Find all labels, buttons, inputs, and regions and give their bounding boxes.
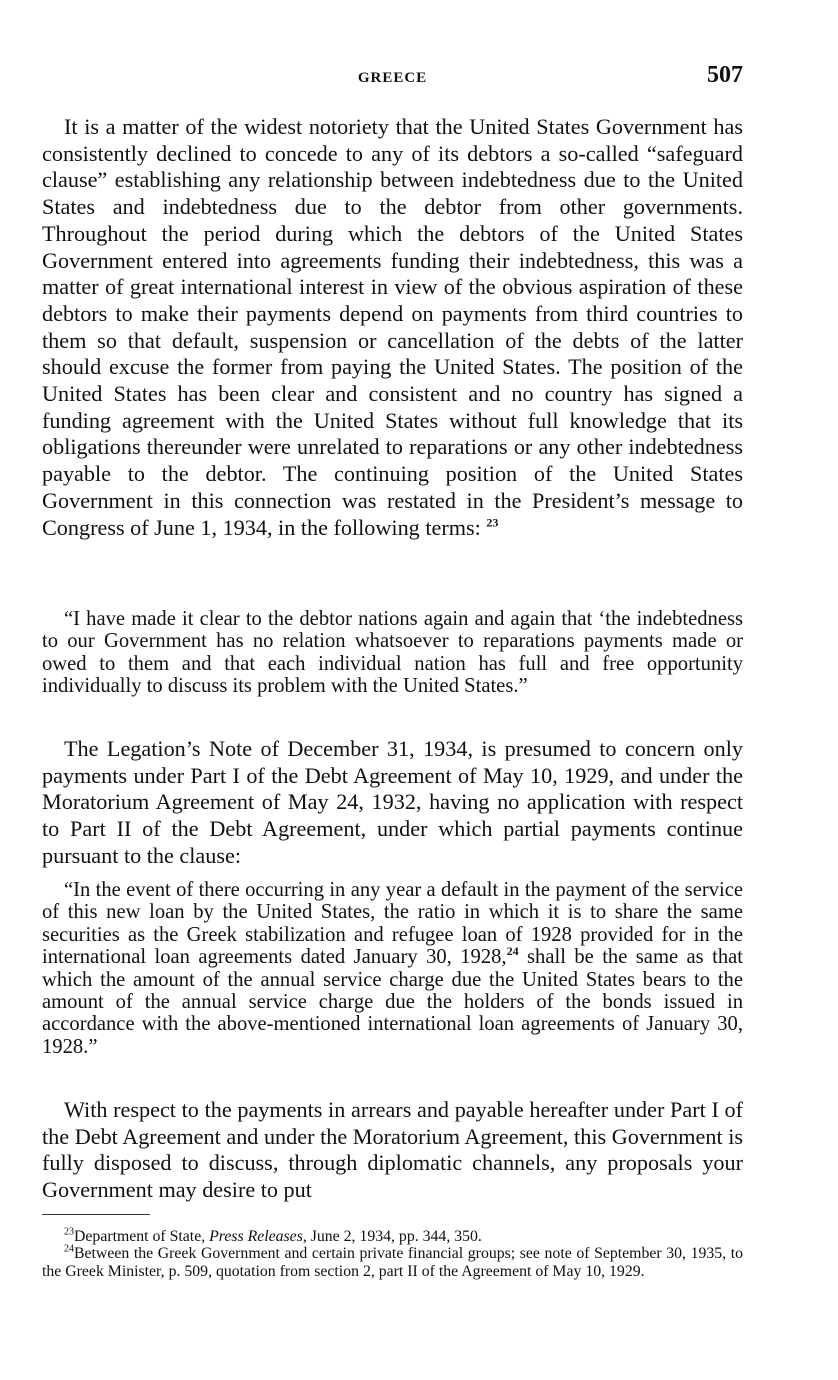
footnote-24 [42, 1245, 743, 1280]
running-head: GREECE [357, 70, 428, 86]
footnote-mark: 24 [64, 1244, 74, 1256]
quote-president-message: “I have made it clear to the debtor nations again and again that ‘the indebtedness to our Government has no relation whatsoever to reparations payments made or owed to them and that each individual nation has full and free opportunity individually to discuss its problem with the United States.” [42, 608, 743, 698]
page-number: 507 [707, 62, 743, 88]
footnote-23 [42, 1228, 743, 1245]
footnote-mark: 23 [64, 1226, 74, 1238]
footnote-ref-24: 24 [506, 944, 519, 959]
footnotes [42, 1228, 743, 1280]
page-header [42, 62, 743, 96]
footnote-text: Department of State, [74, 1228, 210, 1245]
quote-text-after: shall be the same as that which the amount of the annual service charge due the United States bears to the amount of the annual service charge due the holders of the bonds issued in accordance with the above-mentioned international loan agreements of January 30, 1928.” [42, 946, 743, 1058]
footnote-text: , June 2, 1934, pp. 344, 350. [302, 1228, 482, 1245]
footnote-text: Between the Greek Government and certain private financial groups; see note of September 30, 1935, to the Greek Minister, p. 509, quotation from section 2, part II of the Agreement of May 10, 1929. [42, 1245, 743, 1280]
paragraph-safeguard-clause [42, 114, 743, 541]
paragraph-text: It is a matter of the widest notoriety that the United States Government has consistently declined to concede to any of its debtors a so-called “safeguard clause” establishing any relationship between indebtedness due to the United States and indebtedness due to the debtor from other governments. Throughout the period during which the debtors of the United States Government entered into agreements funding their indebtedness, this was a matter of great international interest in view of the obvious aspiration of these debtors to make their payments depend on payments from third countries to them so that default, suspension or cancellation of the debts of the latter should excuse the former from paying the United States. The position of the United States has been clear and consistent and no country has signed a funding agreement with the United States without full knowledge that its obligations thereunder were unrelated to reparations or any other indebtedness payable to the debtor. The continuing position of the United States Government in this connection was restated in the President’s message to Congress of June 1, 1934, in the following terms: [42, 114, 743, 540]
footnote-source: Press Releases [209, 1228, 303, 1245]
paragraph-payments-arrears: With respect to the payments in arrears and payable hereafter under Part I of the Debt Agreement and under the Moratorium Agreement, this Government is fully disposed to discuss, through diplomatic channels, any proposals your Government may desire to put [42, 1097, 743, 1203]
quote-text-before: “In the event of there occurring in any year a default in the payment of the service of this new loan by the United States, the ratio in which it is to share the same securities as the Greek stabilization and refugee loan of 1928 provided for in the international loan agreements dated January 30, 1928, [42, 879, 743, 969]
quote-loan-clause [42, 879, 743, 1058]
footnote-divider [42, 1214, 150, 1215]
paragraph-legation-note: The Legation’s Note of December 31, 1934, is presumed to concern only payments under Part I of the Debt Agreement of May 10, 1929, and under the Moratorium Agreement of May 24, 1932, having no application with respect to Part II of the Debt Agreement, under which partial payments continue pursuant to the clause: [42, 736, 743, 868]
footnote-ref-23: 23 [486, 515, 499, 530]
